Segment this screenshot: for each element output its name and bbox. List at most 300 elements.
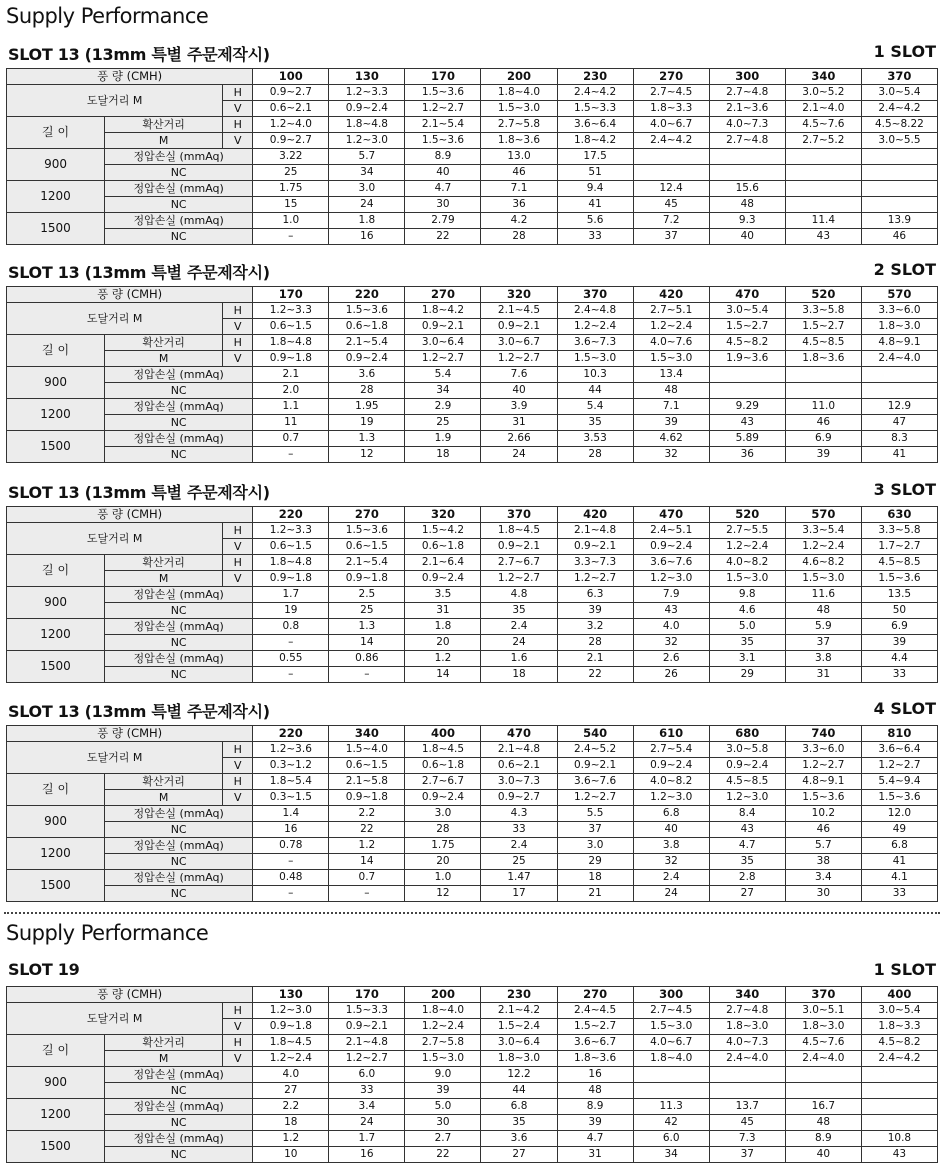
spread-v-value: 0.9~2.7	[253, 133, 329, 149]
nc-value	[785, 383, 861, 399]
table-row	[7, 1083, 938, 1099]
nc-value: 46	[785, 415, 861, 431]
spread-label: 확산거리	[105, 555, 223, 571]
spread-h-value: 4.0~6.7	[633, 1035, 709, 1051]
spread-v-value: 1.5~3.6	[861, 790, 937, 806]
length-value: 1500	[7, 651, 105, 683]
static-pressure-value: 3.1	[709, 651, 785, 667]
static-pressure-label: 정압손실 (mmAq)	[105, 806, 253, 822]
spread-v-value: 2.4~4.0	[785, 1051, 861, 1067]
nc-value: 20	[405, 635, 481, 651]
table-row	[7, 85, 938, 101]
slot-table-block	[6, 38, 938, 245]
spread-v-value: 0.9~1.8	[329, 571, 405, 587]
static-pressure-value: 4.1	[861, 870, 937, 886]
table-row	[7, 1035, 938, 1051]
nc-value: 35	[557, 415, 633, 431]
static-pressure-value	[709, 367, 785, 383]
nc-value: 32	[633, 635, 709, 651]
nc-value: 22	[405, 1147, 481, 1163]
nc-value: –	[253, 229, 329, 245]
spread-h-value: 3.6~6.4	[557, 117, 633, 133]
spread-unit-label: M	[105, 571, 223, 587]
nc-value: 39	[633, 415, 709, 431]
flow-value: 680	[709, 726, 785, 742]
throw-h-value: 1.2~3.3	[253, 523, 329, 539]
throw-v-value: 0.9~2.1	[481, 539, 557, 555]
flow-value: 270	[633, 69, 709, 85]
nc-value: –	[253, 667, 329, 683]
h-label: H	[223, 555, 253, 571]
nc-value: 32	[633, 447, 709, 463]
static-pressure-value: 5.7	[785, 838, 861, 854]
nc-label: NC	[105, 667, 253, 683]
table-row	[7, 165, 938, 181]
spread-label: 확산거리	[105, 1035, 223, 1051]
nc-value: 47	[861, 415, 937, 431]
spread-label: 확산거리	[105, 335, 223, 351]
table-row	[7, 447, 938, 463]
nc-value: 40	[633, 822, 709, 838]
throw-h-value: 2.4~4.2	[557, 85, 633, 101]
nc-value: 12	[405, 886, 481, 902]
nc-value: –	[329, 886, 405, 902]
static-pressure-value: 3.22	[253, 149, 329, 165]
nc-value	[861, 165, 937, 181]
throw-v-value: 1.8~3.3	[861, 1019, 937, 1035]
throw-h-value: 1.8~4.5	[481, 523, 557, 539]
spread-h-value: 4.0~7.3	[709, 1035, 785, 1051]
static-pressure-value	[633, 149, 709, 165]
throw-v-value: 1.2~2.4	[633, 319, 709, 335]
throw-v-value: 1.2~2.4	[785, 539, 861, 555]
static-pressure-value: 15.6	[709, 181, 785, 197]
nc-value: 16	[329, 229, 405, 245]
nc-value: 31	[785, 667, 861, 683]
spread-v-value: 3.0~5.5	[861, 133, 937, 149]
nc-value: 34	[633, 1147, 709, 1163]
nc-value: 37	[785, 635, 861, 651]
slot-table-block	[6, 256, 938, 463]
static-pressure-value: 7.2	[633, 213, 709, 229]
static-pressure-label: 정압손실 (mmAq)	[105, 870, 253, 886]
static-pressure-value: 3.8	[633, 838, 709, 854]
length-value: 900	[7, 1067, 105, 1099]
static-pressure-value: 7.6	[481, 367, 557, 383]
v-label: V	[223, 539, 253, 555]
h-label: H	[223, 85, 253, 101]
static-pressure-value: 1.7	[329, 1131, 405, 1147]
static-pressure-label: 정압손실 (mmAq)	[105, 149, 253, 165]
h-label: H	[223, 742, 253, 758]
spread-v-value: 1.2~2.7	[557, 571, 633, 587]
length-value: 1200	[7, 181, 105, 213]
table-row	[7, 651, 938, 667]
static-pressure-value	[785, 149, 861, 165]
spread-v-value: 1.2~3.0	[709, 790, 785, 806]
nc-value: 33	[861, 886, 937, 902]
spread-h-value: 2.7~5.8	[405, 1035, 481, 1051]
flow-value: 370	[481, 507, 557, 523]
throw-v-value: 0.9~2.1	[557, 539, 633, 555]
throw-h-value: 1.2~3.6	[253, 742, 329, 758]
table-row	[7, 886, 938, 902]
static-pressure-value: 9.3	[709, 213, 785, 229]
throw-v-value: 1.8~3.0	[785, 1019, 861, 1035]
static-pressure-value	[633, 1067, 709, 1083]
throw-h-value: 3.0~5.2	[785, 85, 861, 101]
h-label: H	[223, 1003, 253, 1019]
nc-value: 11	[253, 415, 329, 431]
static-pressure-label: 정압손실 (mmAq)	[105, 587, 253, 603]
table-row	[7, 822, 938, 838]
flow-value: 810	[861, 726, 937, 742]
nc-value: 33	[329, 1083, 405, 1099]
table-row	[7, 870, 938, 886]
spread-h-value: 3.6~7.6	[633, 555, 709, 571]
nc-value: 22	[405, 229, 481, 245]
flow-label: 풍 량 (CMH)	[7, 507, 253, 523]
throw-h-value: 1.5~4.2	[405, 523, 481, 539]
table-row	[7, 303, 938, 319]
throw-h-value: 2.4~4.5	[557, 1003, 633, 1019]
nc-value: 27	[253, 1083, 329, 1099]
nc-value: 35	[709, 635, 785, 651]
spread-v-value: 2.7~4.8	[709, 133, 785, 149]
nc-value: 42	[633, 1115, 709, 1131]
h-label: H	[223, 117, 253, 133]
spread-v-value: 2.7~5.2	[785, 133, 861, 149]
static-pressure-value: 7.1	[633, 399, 709, 415]
table-row	[7, 523, 938, 539]
spread-v-value: 1.2~2.7	[481, 351, 557, 367]
nc-label: NC	[105, 383, 253, 399]
table-row	[7, 667, 938, 683]
spread-h-value: 2.1~5.4	[329, 335, 405, 351]
table-row	[7, 197, 938, 213]
static-pressure-value: 12.2	[481, 1067, 557, 1083]
table-row	[7, 133, 938, 149]
spread-v-value: 1.5~3.0	[557, 351, 633, 367]
flow-value: 570	[785, 507, 861, 523]
static-pressure-value: 6.8	[861, 838, 937, 854]
static-pressure-value: 3.8	[785, 651, 861, 667]
spread-v-value: 1.5~3.6	[861, 571, 937, 587]
flow-value: 420	[633, 287, 709, 303]
nc-value: –	[253, 854, 329, 870]
nc-value: 46	[481, 165, 557, 181]
static-pressure-value: 1.75	[405, 838, 481, 854]
nc-value: 25	[405, 415, 481, 431]
slot-count: 1 SLOT	[873, 960, 936, 979]
table-row	[7, 213, 938, 229]
performance-table	[6, 68, 938, 245]
nc-value: 21	[557, 886, 633, 902]
spread-v-value: 1.8~4.2	[557, 133, 633, 149]
flow-value: 370	[861, 69, 937, 85]
spread-v-value: 2.4~4.0	[861, 351, 937, 367]
nc-value: 25	[329, 603, 405, 619]
nc-value: 39	[785, 447, 861, 463]
table-row	[7, 806, 938, 822]
nc-value	[709, 383, 785, 399]
static-pressure-value: 13.7	[709, 1099, 785, 1115]
length-value: 1200	[7, 838, 105, 870]
spread-v-value: 1.9~3.6	[709, 351, 785, 367]
spread-v-value: 2.4~4.2	[861, 1051, 937, 1067]
flow-value: 520	[785, 287, 861, 303]
flow-value: 370	[557, 287, 633, 303]
throw-v-value: 1.5~2.4	[481, 1019, 557, 1035]
flow-value: 570	[861, 287, 937, 303]
flow-value: 220	[329, 287, 405, 303]
table-header	[6, 476, 938, 506]
spread-label: 확산거리	[105, 774, 223, 790]
spread-h-value: 4.0~7.6	[633, 335, 709, 351]
flow-value: 100	[253, 69, 329, 85]
throw-label: 도달거리 M	[7, 85, 223, 117]
slot-count: 4 SLOT	[873, 699, 936, 718]
nc-value: 45	[633, 197, 709, 213]
table-row	[7, 367, 938, 383]
static-pressure-value: 11.4	[785, 213, 861, 229]
table-row	[7, 1067, 938, 1083]
static-pressure-value: 1.95	[329, 399, 405, 415]
static-pressure-value: 6.8	[481, 1099, 557, 1115]
spread-h-value: 2.1~5.4	[405, 117, 481, 133]
static-pressure-value: 2.4	[481, 619, 557, 635]
performance-table	[6, 506, 938, 683]
throw-h-value: 3.0~5.4	[861, 1003, 937, 1019]
static-pressure-value: 3.6	[329, 367, 405, 383]
spread-h-value: 1.8~4.5	[253, 1035, 329, 1051]
static-pressure-label: 정압손실 (mmAq)	[105, 399, 253, 415]
static-pressure-value: 1.6	[481, 651, 557, 667]
spread-v-value: 1.2~3.0	[633, 790, 709, 806]
throw-v-value: 0.6~2.1	[481, 758, 557, 774]
nc-value: 15	[253, 197, 329, 213]
static-pressure-value	[861, 1099, 937, 1115]
static-pressure-value: 1.2	[405, 651, 481, 667]
length-value: 1200	[7, 619, 105, 651]
throw-v-value: 1.2~2.7	[785, 758, 861, 774]
spread-v-value: 0.9~2.4	[405, 571, 481, 587]
spread-h-value: 4.0~8.2	[633, 774, 709, 790]
flow-label: 풍 량 (CMH)	[7, 69, 253, 85]
throw-h-value: 3.0~5.4	[709, 303, 785, 319]
throw-h-value: 1.8~4.0	[481, 85, 557, 101]
spread-v-value: 1.2~2.4	[253, 1051, 329, 1067]
spread-unit-label: M	[105, 790, 223, 806]
slot-count: 1 SLOT	[873, 42, 936, 61]
table-row	[7, 415, 938, 431]
nc-value: 49	[861, 822, 937, 838]
table-row	[7, 603, 938, 619]
static-pressure-value: 4.0	[633, 619, 709, 635]
nc-value: 40	[785, 1147, 861, 1163]
flow-value: 170	[253, 287, 329, 303]
length-value: 900	[7, 587, 105, 619]
spread-v-value: 1.2~2.7	[405, 351, 481, 367]
spread-h-value: 4.5~8.2	[861, 1035, 937, 1051]
throw-h-value: 1.5~4.0	[329, 742, 405, 758]
static-pressure-value: 6.9	[861, 619, 937, 635]
throw-h-value: 2.4~5.2	[557, 742, 633, 758]
nc-value	[709, 165, 785, 181]
static-pressure-value: 3.9	[481, 399, 557, 415]
nc-value: 41	[861, 854, 937, 870]
nc-value: 16	[329, 1147, 405, 1163]
nc-value	[785, 165, 861, 181]
nc-value: 28	[557, 635, 633, 651]
static-pressure-value: 0.7	[253, 431, 329, 447]
nc-value: 40	[481, 383, 557, 399]
spread-v-value: 1.2~2.7	[481, 571, 557, 587]
throw-label: 도달거리 M	[7, 742, 223, 774]
nc-value: 29	[709, 667, 785, 683]
throw-v-value: 1.8~3.0	[709, 1019, 785, 1035]
static-pressure-value: 1.7	[253, 587, 329, 603]
throw-h-value: 2.4~4.8	[557, 303, 633, 319]
nc-value: 39	[405, 1083, 481, 1099]
nc-value: 43	[785, 229, 861, 245]
static-pressure-value: 11.3	[633, 1099, 709, 1115]
throw-h-value: 2.1~4.5	[481, 303, 557, 319]
static-pressure-value: 2.6	[633, 651, 709, 667]
nc-value: 37	[633, 229, 709, 245]
flow-value: 130	[329, 69, 405, 85]
spread-v-value: 2.4~4.0	[709, 1051, 785, 1067]
nc-value: 26	[633, 667, 709, 683]
nc-value: 24	[329, 1115, 405, 1131]
static-pressure-value: 1.4	[253, 806, 329, 822]
spread-v-value: 1.5~3.6	[405, 133, 481, 149]
throw-v-value: 1.5~3.3	[557, 101, 633, 117]
static-pressure-value: 0.7	[329, 870, 405, 886]
spread-h-value: 1.8~4.8	[329, 117, 405, 133]
static-pressure-value: 3.4	[785, 870, 861, 886]
static-pressure-value: 6.0	[633, 1131, 709, 1147]
table-row	[7, 383, 938, 399]
static-pressure-value: 4.3	[481, 806, 557, 822]
spread-h-value: 1.8~5.4	[253, 774, 329, 790]
static-pressure-value: 2.4	[481, 838, 557, 854]
nc-value: 45	[709, 1115, 785, 1131]
throw-v-value: 1.2~2.4	[557, 319, 633, 335]
nc-value: 36	[481, 197, 557, 213]
table-row	[7, 987, 938, 1003]
v-label: V	[223, 1019, 253, 1035]
throw-h-value: 2.7~4.8	[709, 85, 785, 101]
table-row	[7, 507, 938, 523]
throw-h-value: 1.5~3.6	[329, 523, 405, 539]
length-label: 길 이	[7, 335, 105, 367]
nc-value: 40	[709, 229, 785, 245]
nc-value: 41	[557, 197, 633, 213]
nc-value: 2.0	[253, 383, 329, 399]
static-pressure-value: 5.0	[405, 1099, 481, 1115]
throw-v-value: 1.8~3.3	[633, 101, 709, 117]
table-row	[7, 1003, 938, 1019]
table-row	[7, 69, 938, 85]
nc-value: 33	[861, 667, 937, 683]
nc-value: 36	[709, 447, 785, 463]
table-row	[7, 635, 938, 651]
table-title: SLOT 13 (13mm 특별 주문제작시)	[8, 263, 270, 282]
flow-value: 170	[329, 987, 405, 1003]
nc-label: NC	[105, 886, 253, 902]
static-pressure-value: 1.2	[329, 838, 405, 854]
flow-label: 풍 량 (CMH)	[7, 287, 253, 303]
spread-v-value: 1.2~2.7	[329, 1051, 405, 1067]
static-pressure-value: 4.7	[557, 1131, 633, 1147]
static-pressure-value: 2.1	[557, 651, 633, 667]
performance-table	[6, 286, 938, 463]
static-pressure-value: 2.9	[405, 399, 481, 415]
spread-h-value: 2.7~6.7	[405, 774, 481, 790]
static-pressure-label: 정압손실 (mmAq)	[105, 651, 253, 667]
page-title: Supply Performance	[6, 921, 209, 945]
nc-value: 29	[557, 854, 633, 870]
static-pressure-value: 9.29	[709, 399, 785, 415]
static-pressure-value: 2.2	[329, 806, 405, 822]
flow-value: 320	[405, 507, 481, 523]
v-label: V	[223, 319, 253, 335]
throw-v-value: 0.9~2.4	[633, 758, 709, 774]
static-pressure-value: 0.86	[329, 651, 405, 667]
h-label: H	[223, 774, 253, 790]
table-title: SLOT 13 (13mm 특별 주문제작시)	[8, 45, 270, 64]
throw-h-value: 2.7~5.1	[633, 303, 709, 319]
nc-value: 31	[405, 603, 481, 619]
spread-h-value: 3.3~7.3	[557, 555, 633, 571]
flow-value: 300	[633, 987, 709, 1003]
v-label: V	[223, 571, 253, 587]
throw-v-value: 0.9~2.1	[405, 319, 481, 335]
throw-v-value: 0.6~2.1	[253, 101, 329, 117]
static-pressure-value: 8.9	[557, 1099, 633, 1115]
nc-value: 48	[785, 603, 861, 619]
spread-h-value: 2.1~5.4	[329, 555, 405, 571]
static-pressure-value: 9.0	[405, 1067, 481, 1083]
static-pressure-value: 12.9	[861, 399, 937, 415]
static-pressure-value: 2.8	[709, 870, 785, 886]
nc-value: 25	[253, 165, 329, 181]
static-pressure-value	[861, 149, 937, 165]
static-pressure-value: 16.7	[785, 1099, 861, 1115]
slot-table-block	[6, 476, 938, 683]
spread-unit-label: M	[105, 351, 223, 367]
spread-h-value: 4.6~8.2	[785, 555, 861, 571]
static-pressure-value: 2.66	[481, 431, 557, 447]
spread-h-value: 5.4~9.4	[861, 774, 937, 790]
nc-value: 18	[405, 447, 481, 463]
static-pressure-value: 2.1	[253, 367, 329, 383]
static-pressure-value: 1.0	[253, 213, 329, 229]
static-pressure-value: 3.0	[405, 806, 481, 822]
spread-h-value: 3.0~6.4	[405, 335, 481, 351]
static-pressure-value: 5.9	[785, 619, 861, 635]
throw-v-value: 1.5~2.7	[557, 1019, 633, 1035]
nc-value: 35	[709, 854, 785, 870]
static-pressure-value	[861, 1067, 937, 1083]
spread-v-value: 1.5~3.0	[785, 571, 861, 587]
static-pressure-value	[709, 149, 785, 165]
static-pressure-value: 2.2	[253, 1099, 329, 1115]
flow-value: 340	[785, 69, 861, 85]
nc-label: NC	[105, 1083, 253, 1099]
static-pressure-value: 6.0	[329, 1067, 405, 1083]
